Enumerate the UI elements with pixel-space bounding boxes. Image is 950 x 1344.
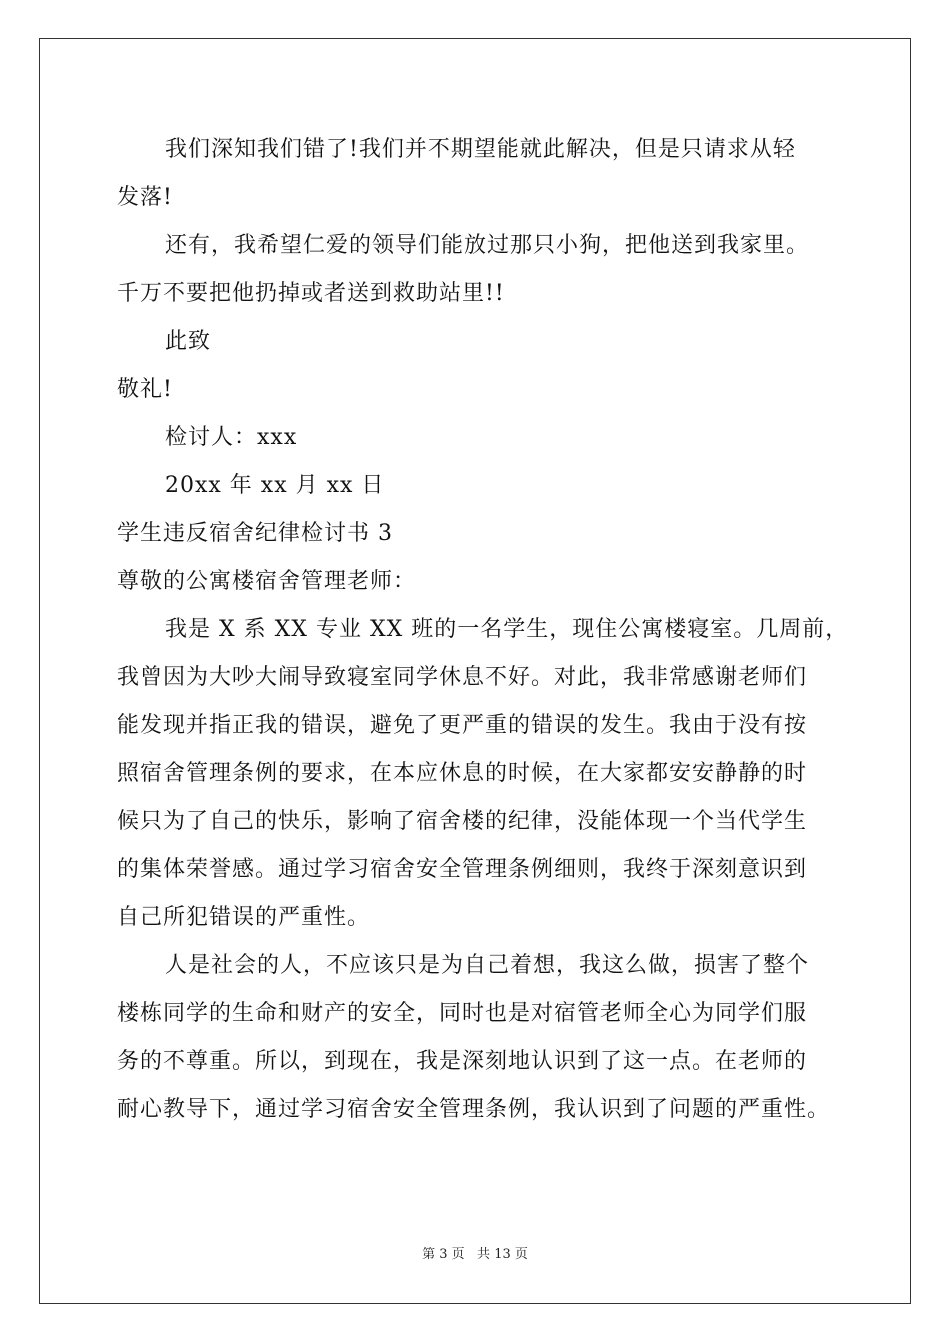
text-line: 千万不要把他扔掉或者送到救助站里!!: [117, 281, 505, 306]
text-line: 能发现并指正我的错误，避免了更严重的错误的发生。我由于没有按: [117, 713, 808, 738]
text-line: 照宿舍管理条例的要求，在本应休息的时候，在大家都安安静静的时: [117, 761, 808, 786]
text-line: 楼栋同学的生命和财产的安全，同时也是对宿管老师全心为同学们服: [117, 1001, 808, 1026]
signature-line: 检讨人：xxx: [165, 425, 298, 450]
text-line: 的集体荣誉感。通过学习宿舍安全管理条例细则，我终于深刻意识到: [117, 857, 808, 882]
text-line: 候只为了自己的快乐，影响了宿舍楼的纪律，没能体现一个当代学生: [117, 809, 808, 834]
page-number-footer: 第 3 页 共 13 页: [422, 1247, 528, 1262]
text-line: 我们深知我们错了!我们并不期望能就此解决，但是只请求从轻: [165, 137, 796, 162]
document-body: [117, 126, 847, 1134]
closing-salutation: 此致: [165, 329, 212, 354]
text-line: 还有，我希望仁爱的领导们能放过那只小狗，把他送到我家里。: [165, 233, 810, 258]
text-line: 人是社会的人，不应该只是为自己着想，我这么做，损害了整个: [165, 953, 810, 978]
date-line: 20xx 年 xx 月 xx 日: [165, 473, 385, 498]
text-line: 自己所犯错误的严重性。: [117, 905, 371, 930]
text-line: 我是 X 系 XX 专业 XX 班的一名学生，现住公寓楼寝室。几周前，: [165, 617, 849, 642]
text-line: 务的不尊重。所以，到现在，我是深刻地认识到了这一点。在老师的: [117, 1049, 808, 1074]
text-line: 耐心教导下，通过学习宿舍安全管理条例，我认识到了问题的严重性。: [117, 1097, 831, 1122]
text-line: 发落!: [117, 185, 173, 210]
greeting-line: 尊敬的公寓楼宿舍管理老师：: [117, 569, 417, 594]
closing-regards: 敬礼!: [117, 377, 173, 402]
section-title: 学生违反宿舍纪律检讨书 3: [117, 521, 393, 546]
text-line: 我曾因为大吵大闹导致寝室同学休息不好。对此，我非常感谢老师们: [117, 665, 808, 690]
